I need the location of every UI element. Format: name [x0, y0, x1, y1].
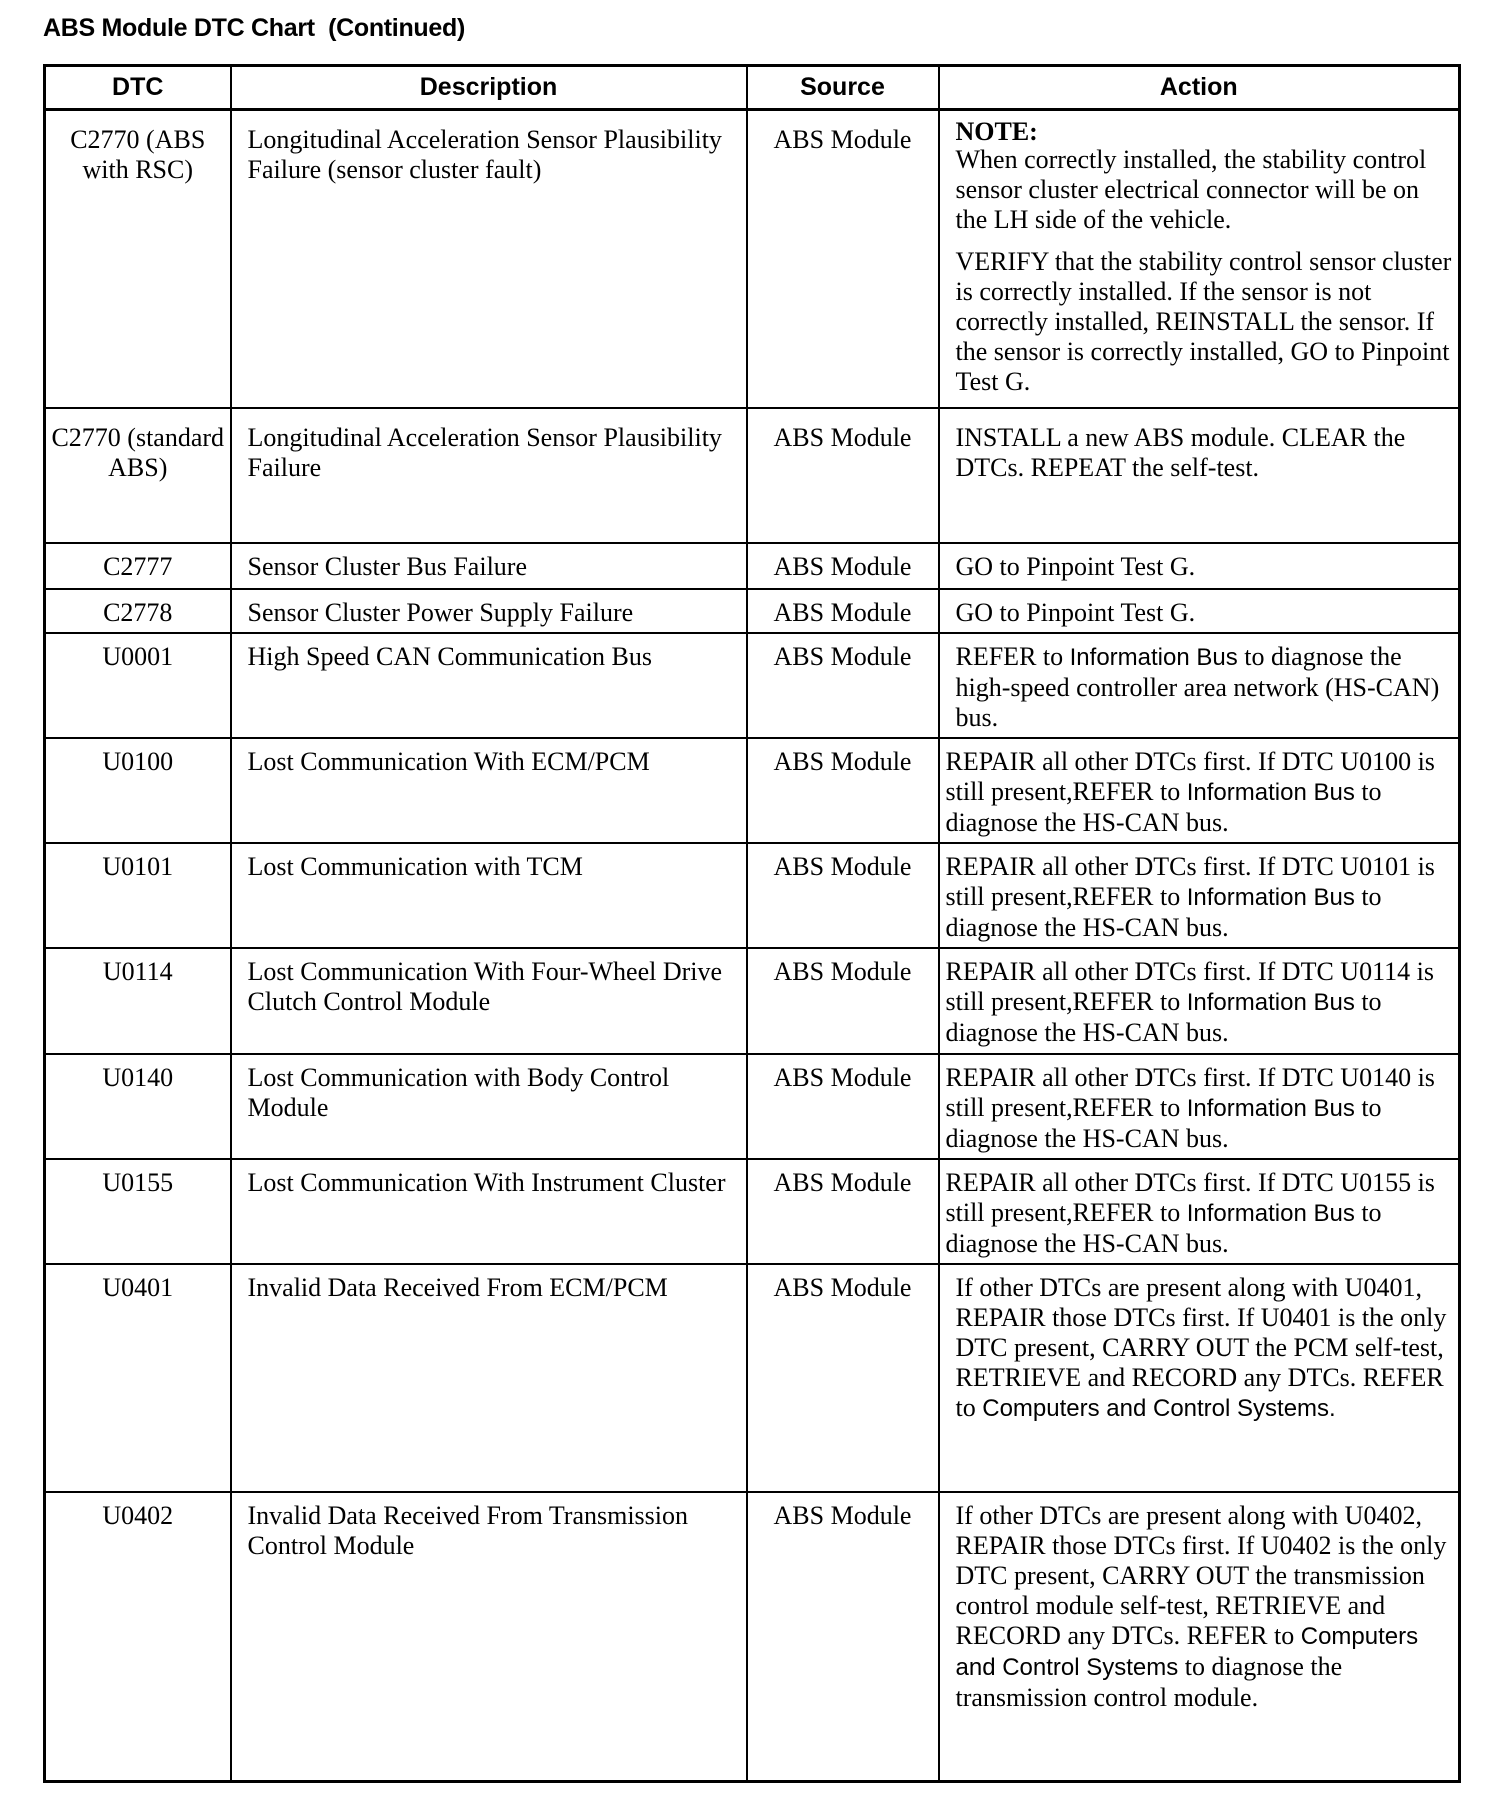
dtc-action: [940, 111, 1459, 397]
dtc-table: [43, 64, 1461, 1783]
dtc-code: C2778: [103, 597, 173, 627]
dtc-description: Longitudinal Acceleration Sensor Plausibility Failure: [247, 422, 722, 482]
table-row: [45, 1264, 1460, 1492]
table-row: [45, 948, 1460, 1054]
dtc-code: U0114: [102, 956, 173, 986]
dtc-description: Lost Communication With ECM/PCM: [247, 746, 650, 776]
table-row: [45, 589, 1460, 633]
dtc-description: High Speed CAN Communication Bus: [247, 641, 652, 671]
dtc-source: ABS Module: [773, 1272, 912, 1302]
dtc-action: If other DTCs are present along with U0402, REPAIR those DTCs first. If U0402 is the only DTC present, CARRY OUT the transmission control module self-test, RETRIEVE and RECORD any DTCs. REFER to Computers and Control Systems to diagnose the transmission control module.: [955, 1500, 1447, 1712]
dtc-code: C2777: [103, 551, 173, 581]
page-title: ABS Module DTC Chart (Continued): [43, 14, 465, 42]
reference-link[interactable]: Information Bus: [1186, 883, 1355, 911]
dtc-action: INSTALL a new ABS module. CLEAR the DTCs. REPEAT the self-test.: [955, 422, 1406, 482]
action-text: VERIFY that the stability control sensor cluster is correctly installed. If the sensor is not correctly installed, REINSTALL the sensor. If the sensor is correctly installed, GO to Pinpoint Test G.: [955, 247, 1452, 396]
dtc-code: U0101: [102, 851, 174, 881]
dtc-action: REPAIR all other DTCs first. If DTC U0100 is still present,REFER to Information Bus to diagnose the HS-CAN bus.: [945, 746, 1435, 837]
note-label: NOTE:: [955, 117, 1038, 146]
reference-link[interactable]: Information Bus: [1186, 778, 1355, 806]
dtc-source: ABS Module: [773, 851, 912, 881]
dtc-source: ABS Module: [773, 597, 912, 627]
dtc-code: U0001: [102, 641, 174, 671]
reference-link[interactable]: Computers and Control Systems.: [982, 1394, 1336, 1422]
dtc-source: ABS Module: [773, 1167, 912, 1197]
dtc-code: U0155: [102, 1167, 174, 1197]
dtc-source: ABS Module: [773, 422, 912, 452]
dtc-description: Longitudinal Acceleration Sensor Plausibility Failure (sensor cluster fault): [247, 125, 722, 184]
note-text: When correctly installed, the stability control sensor cluster electrical connector will be on the LH side of the vehicle.: [955, 145, 1427, 234]
reference-link[interactable]: Information Bus: [1186, 1094, 1355, 1122]
dtc-code: C2770 (ABS with RSC): [70, 125, 206, 184]
dtc-code: U0401: [102, 1272, 174, 1302]
dtc-description: Lost Communication with TCM: [247, 851, 583, 881]
table-row: [45, 633, 1460, 738]
dtc-description: Invalid Data Received From Transmission Control Module: [247, 1500, 689, 1560]
dtc-source: ABS Module: [773, 746, 912, 776]
dtc-action: If other DTCs are present along with U0401, REPAIR those DTCs first. If U0401 is the only DTC present, CARRY OUT the PCM self-test, RETRIEVE and RECORD any DTCs. REFER to Computers and Control Systems.: [955, 1272, 1447, 1422]
reference-link[interactable]: Information Bus: [1069, 643, 1238, 671]
dtc-action: REPAIR all other DTCs first. If DTC U0155 is still present,REFER to Information Bus to diagnose the HS-CAN bus.: [945, 1167, 1435, 1258]
dtc-code: U0402: [102, 1500, 174, 1530]
header-action: Action: [939, 66, 1460, 110]
dtc-source: ABS Module: [773, 1062, 912, 1092]
dtc-action: GO to Pinpoint Test G.: [955, 551, 1196, 581]
dtc-action: REPAIR all other DTCs first. If DTC U0114 is still present,REFER to Information Bus to diagnose the HS-CAN bus.: [945, 956, 1434, 1047]
table-header-row: [45, 66, 1460, 110]
dtc-description: Invalid Data Received From ECM/PCM: [247, 1272, 668, 1302]
table-row: [45, 738, 1460, 843]
dtc-code: C2770 (standard ABS): [51, 422, 225, 482]
dtc-action: REPAIR all other DTCs first. If DTC U0140 is still present,REFER to Information Bus to diagnose the HS-CAN bus.: [945, 1062, 1435, 1153]
dtc-description: Lost Communication With Instrument Cluster: [247, 1167, 726, 1197]
dtc-code: U0140: [102, 1062, 174, 1092]
table-row: [45, 1159, 1460, 1264]
dtc-description: Lost Communication With Four-Wheel Drive Clutch Control Module: [247, 956, 723, 1016]
reference-link[interactable]: Information Bus: [1186, 988, 1355, 1016]
reference-link[interactable]: Information Bus: [1186, 1199, 1355, 1227]
table-row: [45, 543, 1460, 589]
header-source: Source: [747, 66, 939, 110]
reference-link[interactable]: Computers and Control Systems: [955, 1622, 1419, 1681]
table-row: [45, 110, 1460, 408]
dtc-source: ABS Module: [773, 956, 912, 986]
header-description: Description: [231, 66, 747, 110]
dtc-source: ABS Module: [773, 125, 912, 154]
dtc-source: ABS Module: [773, 551, 912, 581]
table-row: [45, 1054, 1460, 1159]
dtc-action: REPAIR all other DTCs first. If DTC U0101 is still present,REFER to Information Bus to diagnose the HS-CAN bus.: [945, 851, 1435, 942]
header-dtc: DTC: [45, 66, 231, 110]
table-row: [45, 1492, 1460, 1782]
dtc-action: REFER to Information Bus to diagnose the high-speed controller area network (HS-CAN) bus.: [955, 641, 1440, 732]
dtc-source: ABS Module: [773, 1500, 912, 1530]
dtc-action: GO to Pinpoint Test G.: [955, 597, 1196, 627]
table-row: [45, 408, 1460, 543]
dtc-code: U0100: [102, 746, 174, 776]
dtc-description: Sensor Cluster Bus Failure: [247, 551, 527, 581]
dtc-source: ABS Module: [773, 641, 912, 671]
dtc-description: Sensor Cluster Power Supply Failure: [247, 597, 634, 627]
dtc-description: Lost Communication with Body Control Module: [247, 1062, 670, 1122]
table-row: [45, 843, 1460, 948]
